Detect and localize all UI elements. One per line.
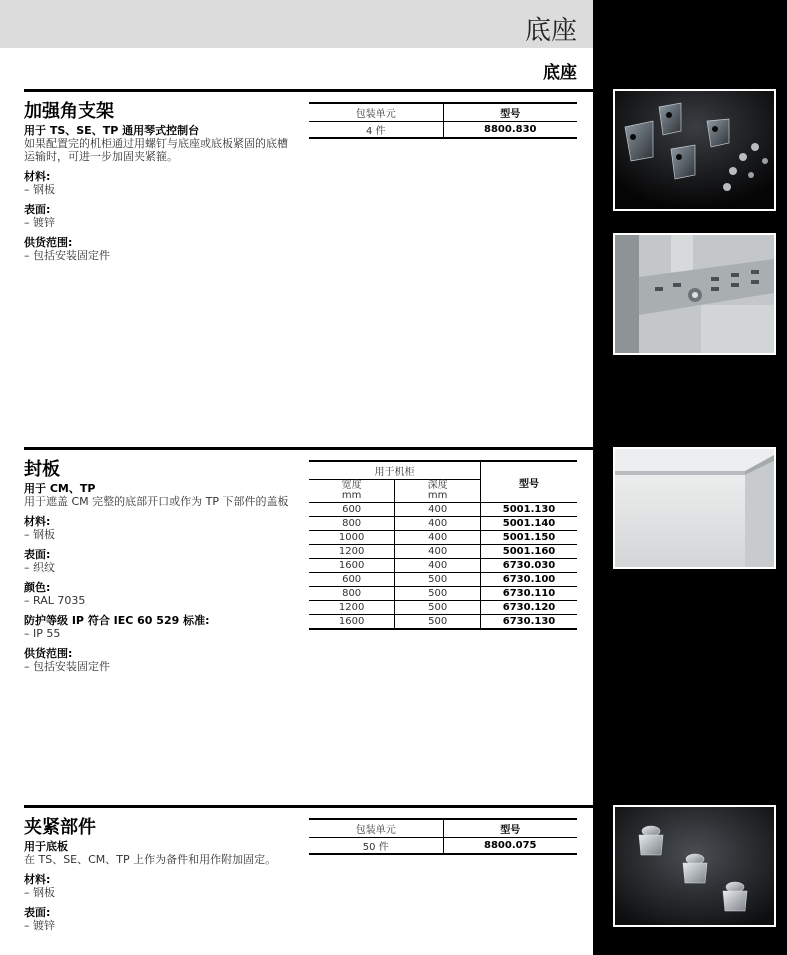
- table-cell: 600: [309, 573, 395, 587]
- order-table: [309, 102, 577, 139]
- product-photo-installed: [613, 233, 776, 355]
- table-cell: 6730.130: [481, 615, 577, 630]
- table-row: [309, 615, 577, 630]
- product-photo-cover-plate: [613, 447, 776, 569]
- col-header: 型号: [443, 819, 577, 838]
- table-cell: 6730.030: [481, 559, 577, 573]
- section-divider: [24, 89, 593, 92]
- table-cell: 500: [395, 573, 481, 587]
- col-header: [309, 480, 395, 503]
- table-cell: 1000: [309, 531, 395, 545]
- spec-value: – 钢板: [24, 183, 55, 196]
- page-subtitle: 底座: [543, 63, 577, 83]
- spec-value: – 织纹: [24, 561, 55, 574]
- spec-label: 颜色:: [24, 581, 51, 594]
- table-cell: 5001.160: [481, 545, 577, 559]
- table-row: [309, 517, 577, 531]
- section-subtitle: 用于 TS、SE、TP 通用琴式控制台: [24, 124, 200, 137]
- table-cell: 6730.110: [481, 587, 577, 601]
- table-cell: 6730.100: [481, 573, 577, 587]
- table-row: [309, 545, 577, 559]
- table-cell: 4 件: [309, 122, 443, 139]
- table-cell: 500: [395, 615, 481, 630]
- spec-label: 材料:: [24, 170, 51, 183]
- section-title: 加强角支架: [24, 101, 114, 122]
- table-body: [309, 503, 577, 630]
- product-photo-clamps: [613, 805, 776, 927]
- table-cell: 1200: [309, 601, 395, 615]
- spec-label: 材料:: [24, 515, 51, 528]
- spec-value: – 镀锌: [24, 216, 55, 229]
- table-cell: 400: [395, 545, 481, 559]
- table-cell: 50 件: [309, 838, 443, 855]
- section-divider: [24, 805, 593, 808]
- spec-label: 供货范围:: [24, 647, 73, 660]
- table-cell: 600: [309, 503, 395, 517]
- col-header: 型号: [481, 461, 577, 503]
- table-row: [309, 559, 577, 573]
- col-header: 包装单元: [309, 103, 443, 122]
- col-header-label: 宽度: [341, 480, 362, 491]
- table-cell: 1600: [309, 559, 395, 573]
- table-cell: 500: [395, 601, 481, 615]
- installed-bracket-illustration: [615, 235, 774, 353]
- section-cover-plate: [24, 459, 294, 673]
- spec-label: 防护等级 IP 符合 IEC 60 529 标准:: [24, 614, 210, 627]
- spec-label: 表面:: [24, 548, 51, 561]
- header-band: [0, 0, 593, 48]
- col-header: 包装单元: [309, 819, 443, 838]
- section-reinforcing-bracket: [24, 101, 294, 262]
- spec-value: – RAL 7035: [24, 594, 86, 607]
- table-cell: 800: [309, 517, 395, 531]
- table-cell: 1200: [309, 545, 395, 559]
- product-photo-brackets: [613, 89, 776, 211]
- spec-value: – 钢板: [24, 886, 55, 899]
- table-cell: 8800.830: [443, 122, 577, 139]
- col-header: 型号: [443, 103, 577, 122]
- spec-value: – 包括安装固定件: [24, 249, 110, 262]
- table-row: [309, 122, 577, 139]
- spec-value: – 钢板: [24, 528, 55, 541]
- table-cell: 5001.150: [481, 531, 577, 545]
- table-row: [309, 587, 577, 601]
- table-cell: 6730.120: [481, 601, 577, 615]
- table-cell: 800: [309, 587, 395, 601]
- col-header-unit: mm: [427, 490, 448, 501]
- cover-plate-illustration: [615, 449, 774, 567]
- col-header-unit: mm: [341, 490, 362, 501]
- section-divider: [24, 447, 593, 450]
- col-header-label: 深度: [427, 480, 448, 491]
- table-cell: 8800.075: [443, 838, 577, 855]
- col-header: [395, 480, 481, 503]
- order-table: [309, 818, 577, 855]
- section-subtitle: 用于 CM、TP: [24, 482, 96, 495]
- group-header: 用于机柜: [309, 461, 481, 480]
- table-cell: 400: [395, 517, 481, 531]
- table-cell: 400: [395, 531, 481, 545]
- section-title: 封板: [24, 459, 60, 480]
- table-cell: 1600: [309, 615, 395, 630]
- table-cell: 400: [395, 559, 481, 573]
- table-cell: 400: [395, 503, 481, 517]
- table-row: [309, 838, 577, 855]
- spec-label: 表面:: [24, 203, 51, 216]
- section-description: 如果配置完的机柜通过用螺钉与底座或底板紧固的底槽运输时，可进一步加固夹紧箍。: [24, 137, 288, 163]
- bracket-illustration: [615, 91, 774, 209]
- section-description: 在 TS、SE、CM、TP 上作为备件和用作附加固定。: [24, 853, 277, 866]
- section-title: 夹紧部件: [24, 817, 96, 838]
- page-title: 底座: [524, 16, 577, 46]
- table-cell: 5001.140: [481, 517, 577, 531]
- spec-value: – 镀锌: [24, 919, 55, 932]
- section-description: 用于遮盖 CM 完整的底部开口或作为 TP 下部件的盖板: [24, 495, 289, 508]
- table-row: [309, 531, 577, 545]
- table-cell: 500: [395, 587, 481, 601]
- table-row: [309, 503, 577, 517]
- table-row: [309, 573, 577, 587]
- table-cell: 5001.130: [481, 503, 577, 517]
- clamp-illustration: [615, 807, 774, 925]
- spec-label: 表面:: [24, 906, 51, 919]
- spec-value: – IP 55: [24, 627, 61, 640]
- section-subtitle: 用于底板: [24, 840, 68, 853]
- spec-label: 供货范围:: [24, 236, 73, 249]
- order-table: [309, 460, 577, 630]
- table-row: [309, 601, 577, 615]
- section-clamping-part: [24, 817, 294, 932]
- spec-value: – 包括安装固定件: [24, 660, 110, 673]
- spec-label: 材料:: [24, 873, 51, 886]
